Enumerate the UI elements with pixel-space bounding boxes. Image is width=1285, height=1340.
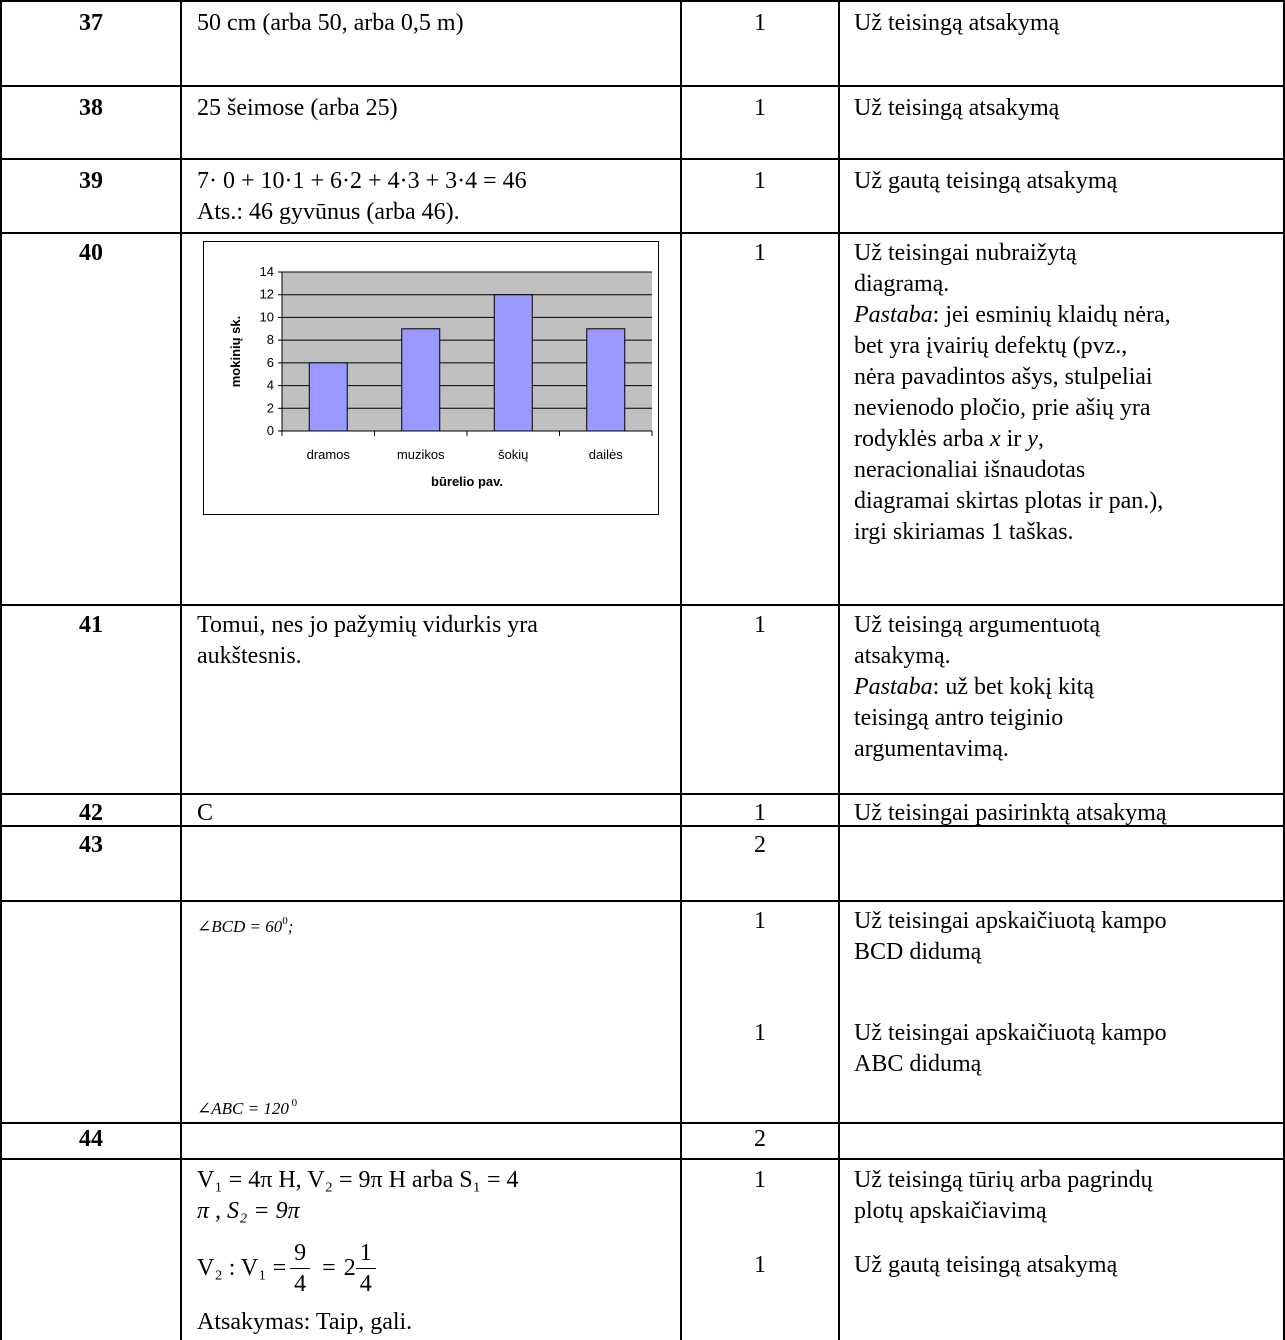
- answer-text: 25 šeimose (arba 25): [197, 95, 398, 121]
- formula-line: V₁ = 4π H, V₂ = 9π H arba S₁ = 4: [197, 1167, 519, 1193]
- bar: [494, 295, 532, 431]
- ratio-prefix: V₂ : V₁ =: [197, 1255, 287, 1281]
- formula-end: ;: [287, 917, 294, 936]
- table-border: [838, 0, 840, 1340]
- question-number: 41: [79, 612, 103, 638]
- y-tick-label: 6: [266, 354, 274, 370]
- criteria-text: [854, 906, 1167, 968]
- bar: [587, 329, 625, 431]
- note-line: neracionaliai išnaudotas: [854, 457, 1086, 483]
- points: 1: [754, 1020, 766, 1046]
- y-tick-label: 2: [266, 400, 274, 416]
- question-number: 42: [79, 800, 103, 826]
- note-line: teisingą antro teiginio: [854, 705, 1064, 731]
- answer-text: C: [197, 800, 214, 826]
- question-number: 43: [79, 832, 103, 858]
- y-tick-label: 14: [259, 264, 274, 279]
- note-text: : už bet kokį kitą: [932, 674, 1094, 700]
- answer-formula: [197, 906, 293, 942]
- criteria-line: Už teisingai apskaičiuotą kampo: [854, 1020, 1167, 1046]
- table-border: [0, 900, 1285, 902]
- note-text: : jei esminių klaidų nėra,: [932, 302, 1171, 328]
- fraction-denominator: 4: [294, 1271, 307, 1297]
- criteria-text: Už gautą teisingą atsakymą: [854, 168, 1118, 194]
- x-tick-label: dailės: [588, 447, 623, 462]
- question-number: 39: [79, 168, 103, 194]
- table-border: [0, 158, 1285, 160]
- points: 1: [754, 95, 766, 121]
- table-border: [0, 1158, 1285, 1160]
- note-var-y: y: [1027, 426, 1038, 452]
- x-tick-label: šokių: [498, 447, 529, 462]
- note-line: [854, 300, 1282, 331]
- table-border: [0, 0, 1285, 2]
- question-number: 38: [79, 95, 103, 121]
- note-line: irgi skiriamas 1 taškas.: [854, 519, 1074, 545]
- note-line: [854, 424, 1282, 455]
- points: 1: [754, 240, 766, 266]
- points: 1: [754, 168, 766, 194]
- criteria-line: plotų apskaičiavimą: [854, 1198, 1047, 1224]
- y-axis-label: mokinių sk.: [228, 315, 243, 388]
- criteria-line: Už teisingai nubraižytą: [854, 240, 1077, 266]
- criteria-line: Už teisingą argumentuotą: [854, 612, 1101, 638]
- answer-text: Ats.: 46 gyvūnus (arba 46).: [197, 199, 460, 225]
- y-tick-label: 4: [266, 377, 274, 393]
- criteria-text: Už teisingą atsakymą: [854, 95, 1060, 121]
- answer-ratio: [197, 1238, 380, 1299]
- y-tick-label: 12: [259, 286, 274, 302]
- table-border: [0, 85, 1285, 87]
- degree-sup: 0: [288, 1097, 298, 1109]
- note-line: diagramai skirtas plotas ir pan.),: [854, 488, 1164, 514]
- fraction-denominator: 4: [359, 1271, 372, 1297]
- fraction: [356, 1238, 376, 1299]
- note-var-x: x: [989, 426, 1001, 452]
- angle-bcd: ∠BCD = 60: [197, 917, 283, 936]
- bar: [309, 363, 347, 431]
- y-tick-label: 10: [259, 309, 274, 325]
- x-tick-label: muzikos: [396, 447, 445, 462]
- question-number: 40: [79, 240, 103, 266]
- table-border: [0, 232, 1285, 234]
- note-text: rodyklės arba: [854, 426, 990, 452]
- criteria-line: BCD didumą: [854, 939, 982, 965]
- points: 1: [754, 1252, 766, 1278]
- table-border: [0, 793, 1285, 795]
- answer-formula: [197, 1088, 297, 1124]
- y-tick-label: 8: [266, 332, 274, 348]
- points: 1: [754, 10, 766, 36]
- criteria-line: ABC didumą: [854, 1051, 982, 1077]
- points: 2: [754, 1126, 766, 1152]
- formula-line: π , S₂ = 9π: [197, 1198, 300, 1224]
- equals-sign: =: [322, 1255, 336, 1281]
- note-line: nėra pavadintos ašys, stulpeliai: [854, 364, 1153, 390]
- whole-part: 2: [343, 1255, 356, 1281]
- criteria-text: Už teisingą atsakymą: [854, 10, 1060, 36]
- note-line: argumentavimą.: [854, 736, 1009, 762]
- fraction-numerator: 9: [290, 1238, 310, 1269]
- question-number: 44: [79, 1126, 103, 1152]
- note-text: ,: [1037, 426, 1044, 452]
- degree-sup: 0: [282, 915, 288, 927]
- x-tick-label: dramos: [306, 447, 350, 462]
- note-label: Pastaba: [854, 674, 933, 700]
- criteria-text: [854, 1165, 1153, 1227]
- criteria-text: [854, 610, 1282, 765]
- criteria-line: atsakymą.: [854, 643, 951, 669]
- angle-abc: ∠ABC = 120: [197, 1099, 289, 1118]
- table-border: [180, 0, 182, 1340]
- x-axis-label: būrelio pav.: [431, 474, 503, 489]
- y-tick-label: 0: [266, 423, 274, 438]
- fraction-numerator: 1: [356, 1238, 376, 1269]
- answer-text: [197, 610, 538, 672]
- points: 1: [754, 1167, 766, 1193]
- note-line: bet yra įvairių defektų (pvz.,: [854, 333, 1128, 359]
- table-border: [0, 1122, 1285, 1124]
- criteria-line: Už teisingai apskaičiuotą kampo: [854, 908, 1167, 934]
- answer-formula: [197, 1165, 518, 1227]
- criteria-text: Už gautą teisingą atsakymą: [854, 1252, 1118, 1278]
- fraction: [290, 1238, 310, 1299]
- bar-chart-svg: [204, 242, 658, 514]
- answer-line: aukštesnis.: [197, 643, 302, 669]
- criteria-text: [854, 1018, 1167, 1080]
- points: 2: [754, 832, 766, 858]
- criteria-text: Už teisingai pasirinktą atsakymą: [854, 800, 1167, 826]
- note-label: Pastaba: [854, 302, 933, 328]
- points: 1: [754, 612, 766, 638]
- note-text: ir: [1000, 426, 1028, 452]
- answer-text: Atsakymas: Taip, gali.: [197, 1309, 413, 1335]
- bar: [402, 329, 440, 431]
- answer-line: Tomui, nes jo pažymių vidurkis yra: [197, 612, 538, 638]
- note-line: [854, 672, 1282, 703]
- bar-chart: [203, 241, 659, 515]
- table-border: [0, 604, 1285, 606]
- criteria-line: diagramą.: [854, 271, 950, 297]
- points: 1: [754, 800, 766, 826]
- points: 1: [754, 908, 766, 934]
- note-line: nevienodo pločio, prie ašių yra: [854, 395, 1151, 421]
- answer-text: 50 cm (arba 50, arba 0,5 m): [197, 10, 464, 36]
- criteria-text: [854, 238, 1282, 548]
- question-number: 37: [79, 10, 103, 36]
- criteria-line: Už teisingą tūrių arba pagrindų: [854, 1167, 1153, 1193]
- answer-formula: 7· 0 + 10·1 + 6·2 + 4·3 + 3·4 = 46: [197, 168, 527, 194]
